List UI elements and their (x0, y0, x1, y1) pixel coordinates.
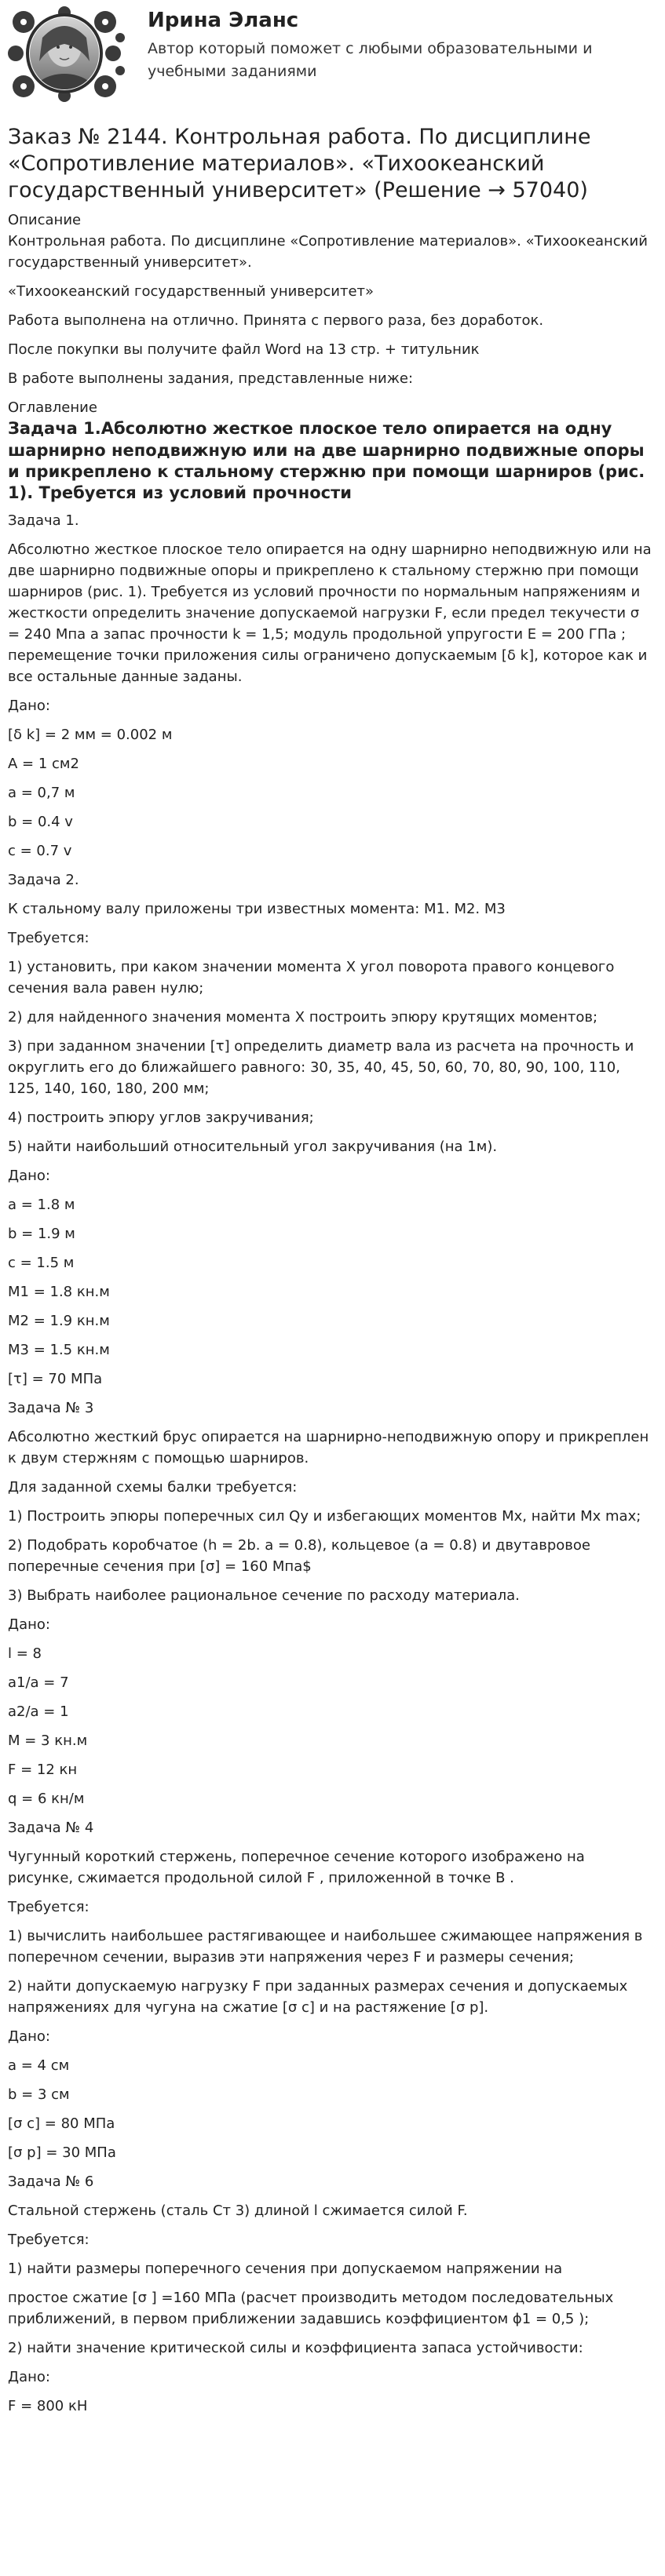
content-paragraph: F = 12 кн (8, 1762, 78, 1779)
avatar-image (8, 6, 126, 102)
content-paragraph: Задача № 6 (8, 2173, 94, 2191)
content-paragraph: q = 6 кн/м (8, 1791, 85, 1808)
content-paragraph: Чугунный короткий стержень, поперечное сечение которого изображено на рисунке, сжимается продольной силой F , приложенной в точке B . (8, 1849, 585, 1887)
content-paragraph: Стальной стержень (сталь Ст 3) длиной l сжимается силой F. (8, 2203, 468, 2220)
description-line: В работе выполнены задания, представленные ниже: (8, 370, 414, 388)
content-paragraph: Дано: (8, 2028, 50, 2046)
content-paragraph: Задача № 4 (8, 1820, 94, 1837)
content-paragraph: a1/a = 7 (8, 1674, 69, 1692)
content-paragraph: простое сжатие [σ ] =160 МПа (расчет производить методом последовательных приближений, в первом приближении задавшись коэффициентом ϕ1 = 0,5 ); (8, 2290, 614, 2328)
content-paragraph: К стальному валу приложены три известных момента: M1. M2. M3 (8, 901, 506, 918)
content-paragraph: l = 8 (8, 1645, 42, 1663)
content-paragraph: [δ k] = 2 мм = 0.002 м (8, 727, 173, 744)
content-paragraph: M3 = 1.5 кн.м (8, 1342, 110, 1359)
author-name[interactable]: Ирина Эланс (148, 9, 299, 32)
content-paragraph: c = 0.7 v (8, 843, 72, 860)
content-paragraph: [σ p] = 30 МПа (8, 2144, 116, 2162)
content-paragraph: 2) для найденного значения момента X построить эпюру крутящих моментов; (8, 1009, 598, 1026)
content-paragraph: Дано: (8, 698, 50, 715)
content-paragraph: b = 3 см (8, 2086, 70, 2104)
order-title: Заказ № 2144. Контрольная работа. По дисциплине «Сопротивление материалов». «Тихоокеанский государственный университет» (Решение → 57040) (8, 125, 591, 202)
content-paragraph: Задача 2. (8, 872, 79, 889)
content-paragraph: a = 1.8 м (8, 1197, 75, 1214)
content-paragraph: Дано: (8, 2369, 50, 2386)
content-paragraph: Задача № 3 (8, 1400, 94, 1417)
content-paragraph: [τ] = 70 МПа (8, 1371, 103, 1388)
content-paragraph: b = 0.4 v (8, 814, 73, 831)
content-paragraph: 1) установить, при каком значении момента X угол поворота правого концевого сечения вала равен нулю; (8, 959, 615, 997)
author-info (148, 6, 634, 84)
content-paragraph: 1) Построить эпюры поперечных сил Qy и избегающих моментов Mx, найти Mx max; (8, 1508, 641, 1525)
description-line: «Тихоокеанский государственный университет» (8, 283, 375, 301)
content-paragraph: a = 4 см (8, 2057, 70, 2075)
content-paragraph: 5) найти наибольший относительный угол закручивания (на 1м). (8, 1139, 498, 1156)
content-paragraph: c = 1.5 м (8, 1255, 75, 1272)
task-heading: Задача 1.Абсолютно жесткое плоское тело опирается на одну шарнирно неподвижную или на две шарнирно подвижные опоры и прикреплено к стальному стержню при помощи шарниров (рис. 1). Требуется из условий прочности (8, 419, 645, 503)
content-paragraph: Абсолютно жесткое плоское тело опирается на одну шарнирно неподвижную или на две шарнирно подвижные опоры и прикреплено к стальному стержню при помощи шарниров (рис. 1). Требуется из условий прочности по нормальным напряжениям и жесткости определить значение допускаемой нагрузки F, если предел текучести σ = 240 Мпа а запас прочности k = 1,5; модуль продольной упругости E = 200 ГПа ; перемещение точки приложения силы ограничено допускаемым [δ k], которое как и все остальные данные заданы. (8, 541, 652, 686)
content-paragraph: 2) найти допускаемую нагрузку F при заданных размерах сечения и допускаемых напряжениях для чугуна на сжатие [σ c] и на растяжение [σ p]. (8, 1978, 628, 2017)
content-paragraph: Дано: (8, 1616, 50, 1634)
content-paragraph: Для заданной схемы балки требуется: (8, 1479, 298, 1496)
content-paragraph: 1) найти размеры поперечного сечения при допускаемом напряжении на (8, 2261, 563, 2278)
content-paragraph: Требуется: (8, 2232, 90, 2249)
content-paragraph: M1 = 1.8 кн.м (8, 1284, 110, 1301)
avatar[interactable] (8, 6, 126, 102)
content-paragraph: M = 3 кн.м (8, 1733, 88, 1750)
content-paragraph: 3) Выбрать наиболее рациональное сечение по расходу материала. (8, 1587, 520, 1605)
content-body (8, 510, 654, 2417)
content-paragraph: 1) вычислить наибольшее растягивающее и наибольшее сжимающее напряжения в поперечном сечении, выразив эти напряжения через F и размеры сечения; (8, 1928, 643, 1966)
description-line: После покупки вы получите файл Word на 13 стр. + титульник (8, 341, 480, 359)
author-description: Автор который поможет с любыми образовательными и учебными заданиями (148, 39, 593, 81)
description-line: Контрольная работа. По дисциплине «Сопротивление материалов». «Тихоокеанский государственный университет». (8, 233, 648, 271)
author-card (8, 6, 654, 102)
content-paragraph: a2/a = 1 (8, 1703, 69, 1721)
content-paragraph: a = 0,7 м (8, 785, 75, 802)
content-paragraph: Задача 1. (8, 512, 79, 530)
content-paragraph: A = 1 см2 (8, 756, 79, 773)
content-paragraph: F = 800 кН (8, 2398, 88, 2415)
toc-label: Оглавление (8, 399, 97, 417)
description-label: Описание (8, 212, 82, 229)
content-paragraph: Абсолютно жесткий брус опирается на шарнирно-неподвижную опору и прикреплен к двум стержням с помощью шарниров. (8, 1429, 649, 1467)
description-line: Работа выполнена на отлично. Принята с первого раза, без доработок. (8, 312, 544, 330)
content-paragraph: 2) найти значение критической силы и коэффициента запаса устойчивости: (8, 2340, 583, 2357)
content-paragraph: 2) Подобрать коробчатое (h = 2b. a = 0.8), кольцевое (a = 0.8) и двутавровое поперечные сечения при [σ] = 160 Mпа$ (8, 1537, 590, 1576)
content-paragraph: 4) построить эпюру углов закручивания; (8, 1109, 314, 1127)
content-paragraph: M2 = 1.9 кн.м (8, 1313, 110, 1330)
content-paragraph: 3) при заданном значении [τ] определить диаметр вала из расчета на прочность и округлить его до ближайшего равного: 30, 35, 40, 45, 50, 60, 70, 80, 90, 100, 110, 125, 140, 160, 180, 200 мм; (8, 1038, 634, 1098)
content-paragraph: b = 1.9 м (8, 1226, 75, 1243)
content-paragraph: Дано: (8, 1168, 50, 1185)
content-paragraph: Требуется: (8, 930, 90, 947)
content-paragraph: Требуется: (8, 1899, 90, 1916)
content-paragraph: [σ c] = 80 МПа (8, 2115, 115, 2133)
